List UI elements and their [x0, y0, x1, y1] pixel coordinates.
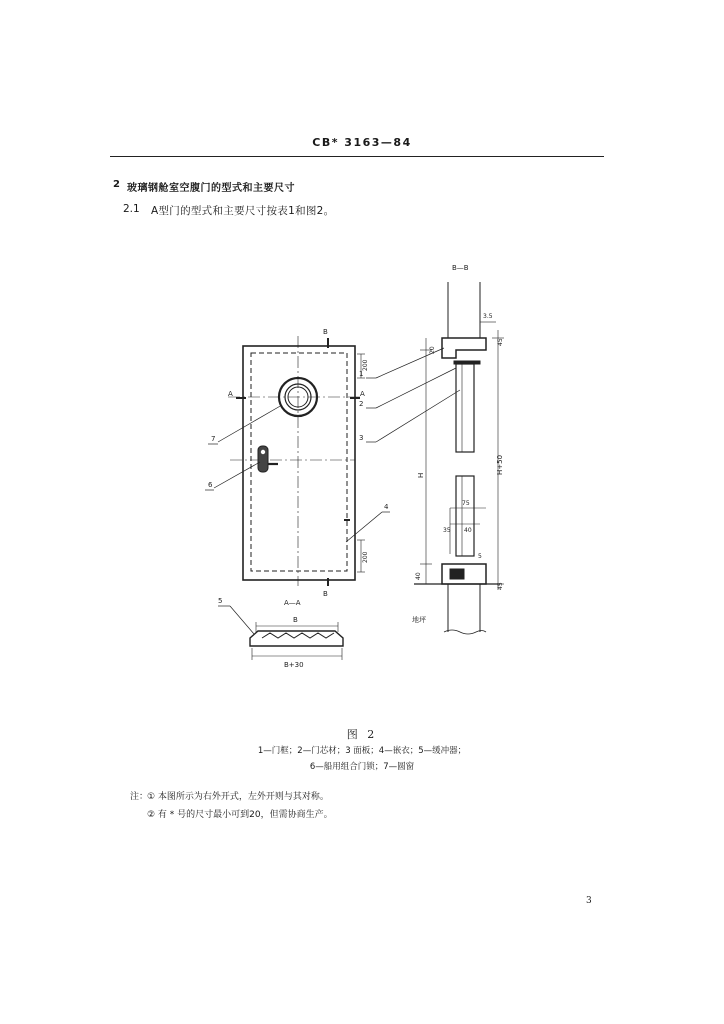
label-dim-35b: 35: [443, 527, 451, 534]
label-section-aa: A—A: [284, 599, 301, 607]
section-bb-door-body: [456, 364, 474, 452]
figure-title: 图 2: [346, 728, 378, 741]
label-height-h: H: [417, 472, 425, 478]
label-mark-b-top: B: [323, 328, 328, 336]
callout-5: 5: [218, 597, 223, 605]
label-width-b30: B+30: [284, 661, 304, 669]
header-rule: [110, 156, 604, 157]
callout-4: 4: [384, 503, 389, 511]
note-2: ② 有 * 号的尺寸最小可到20，但需协商生产。: [147, 810, 333, 820]
section-bb-top-frame: [442, 338, 486, 358]
figure-legend-line1: 1—门框；2—门芯材；3 面板；4—嵌衣；5—缓冲器；: [257, 746, 467, 756]
label-dim-20: 20: [429, 346, 436, 354]
section-aa-profile: [250, 631, 343, 646]
label-dim-40b: 40: [415, 572, 422, 580]
section-title: 玻璃钢舱室空腹门的型式和主要尺寸: [127, 183, 295, 194]
callout-6: 6: [208, 481, 213, 489]
callout-7: 7: [211, 435, 216, 443]
section-number: 2: [113, 179, 120, 190]
door-drawing: [150, 250, 550, 690]
label-section-bb: B—B: [452, 264, 469, 272]
label-dim-200-bottom: 200: [362, 551, 369, 563]
subsection-text: A型门的型式和主要尺寸按表1和图2。: [151, 205, 335, 217]
callout-2: 2: [359, 400, 364, 408]
label-dim-75: 75: [462, 500, 470, 507]
page-number: 3: [586, 896, 592, 906]
subsection-number: 2.1: [123, 203, 140, 215]
label-mark-a-left: A: [228, 390, 233, 398]
label-dim-200-top: 200: [362, 359, 369, 371]
label-dim-45-top: 45: [497, 338, 504, 346]
label-mark-b-bottom: B: [323, 590, 328, 598]
figure-legend-line2: 6—船用组合门锁；7—圆窗: [309, 762, 415, 772]
label-dim-40: 40: [464, 527, 472, 534]
label-dim-45-bottom: 45: [497, 582, 504, 590]
label-floor: 地坪: [412, 616, 426, 624]
label-height-h50: H+50: [496, 454, 504, 475]
callout-1: 1: [359, 370, 364, 378]
label-dim-35: 3.5: [483, 313, 493, 320]
label-dim-5: 5: [478, 553, 482, 560]
notes-label: 注：: [130, 792, 149, 802]
note-1: ① 本图所示为右外开式，左外开则与其对称。: [147, 792, 329, 802]
label-mark-a-right: A: [360, 390, 365, 398]
standard-code: CB* 3163—84: [312, 136, 412, 149]
label-width-b: B: [293, 616, 298, 624]
callout-3: 3: [359, 434, 364, 442]
